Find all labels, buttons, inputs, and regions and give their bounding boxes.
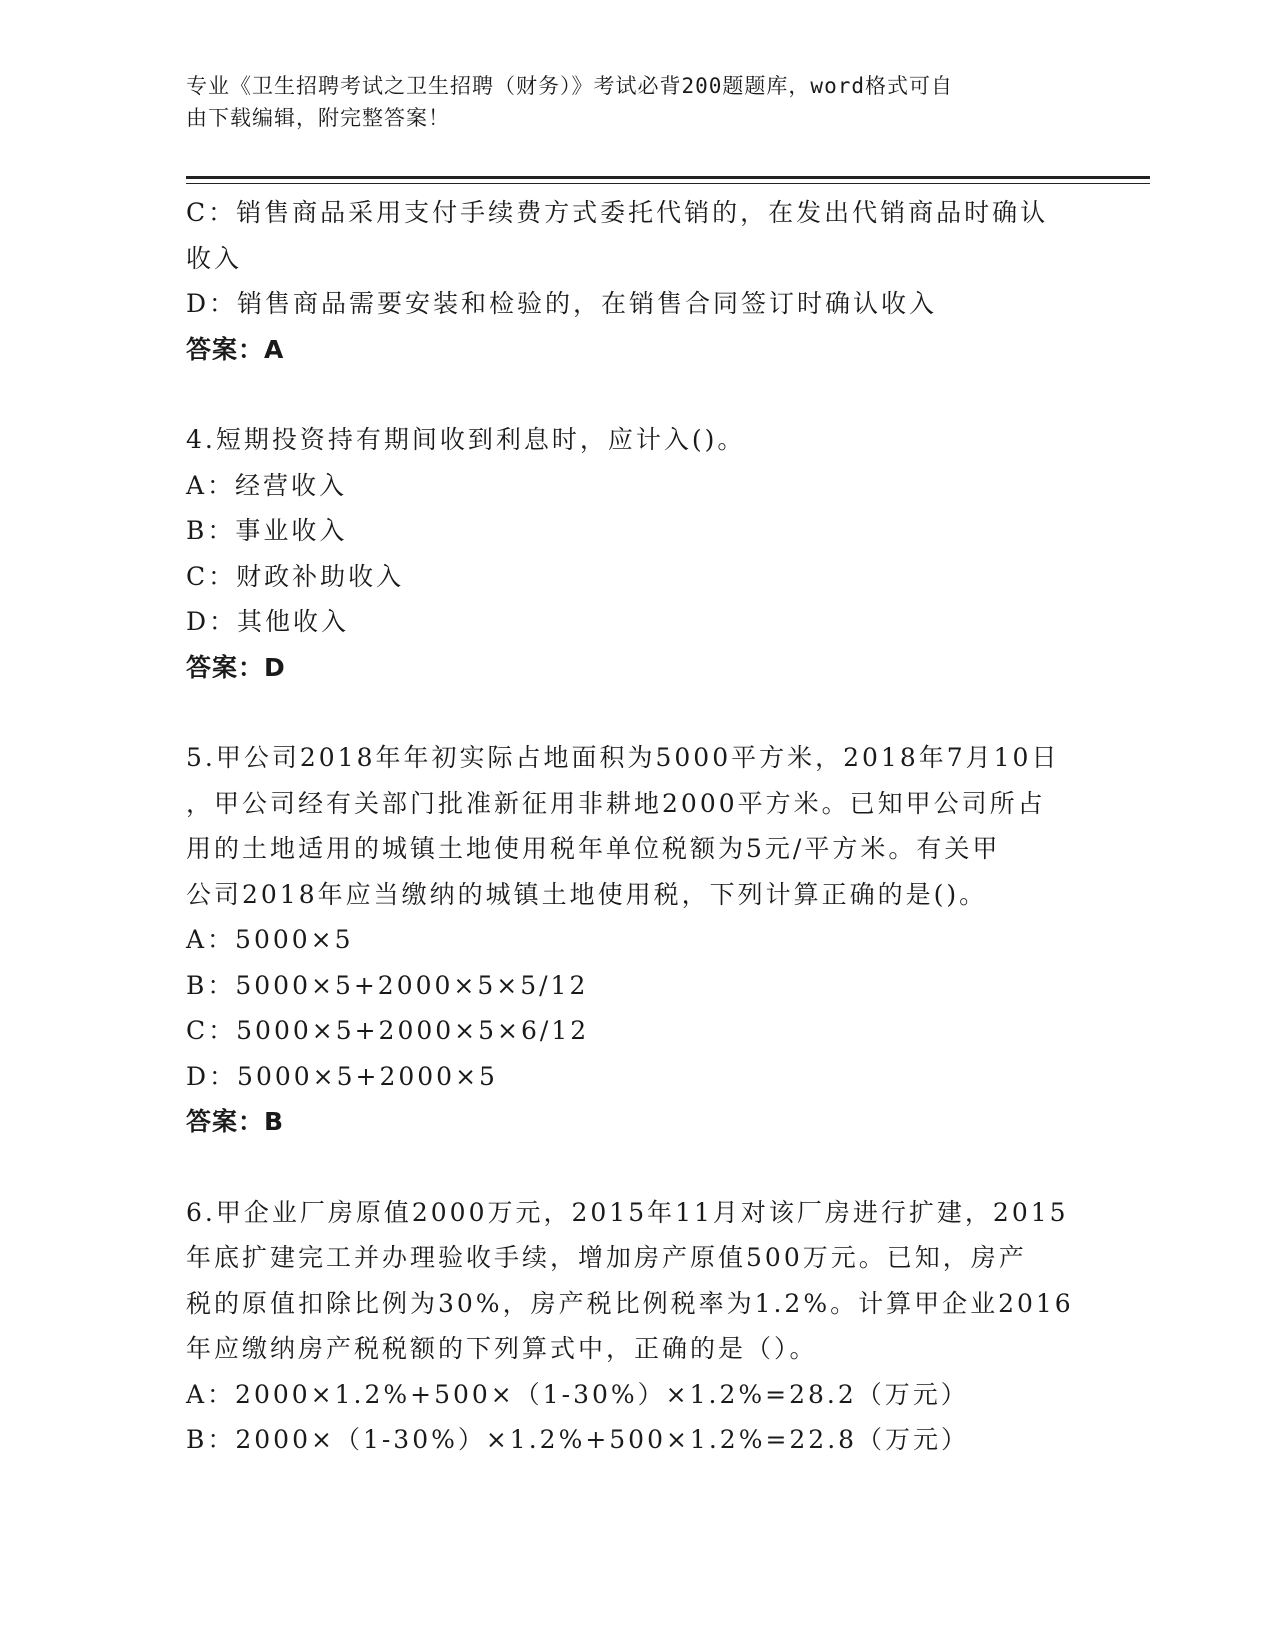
q6-stem-line-2: 年底扩建完工并办理验收手续，增加房产原值500万元。已知，房产 xyxy=(186,1243,1027,1272)
question-4 xyxy=(186,417,1076,690)
header-title-line-1: 专业《卫生招聘考试之卫生招聘（财务）》考试必背200题题库，word格式可自 xyxy=(186,74,953,98)
q4-option-b: B：事业收入 xyxy=(186,516,348,545)
spacer xyxy=(186,1145,1076,1190)
q5-stem-line-1: 5.甲公司2018年年初实际占地面积为5000平方米，2018年7月10日 xyxy=(186,743,1060,772)
q4-option-c: C：财政补助收入 xyxy=(186,561,405,591)
question-content xyxy=(186,190,1076,1463)
q6-stem-line-3: 税的原值扣除比例为30%，房产税比例税率为1.2%。计算甲企业2016 xyxy=(186,1288,1074,1318)
q3-option-d: D：销售商品需要安装和检验的，在销售合同签订时确认收入 xyxy=(186,289,938,318)
q3-option-c-line-2: 收入 xyxy=(186,243,243,273)
q6-stem-line-4: 年应缴纳房产税税额的下列算式中，正确的是（）。 xyxy=(186,1334,818,1363)
question-3-tail xyxy=(186,190,1076,372)
q6-stem-line-1: 6.甲企业厂房原值2000万元，2015年11月对该厂房进行扩建，2015 xyxy=(186,1197,1069,1227)
q4-stem: 4.短期投资持有期间收到利息时，应计入()。 xyxy=(186,425,746,454)
q5-option-d: D：5000×5+2000×5 xyxy=(186,1061,498,1091)
q5-stem-line-3: 用的土地适用的城镇土地使用税年单位税额为5元/平方米。有关甲 xyxy=(186,834,1001,863)
q4-option-a: A：经营收入 xyxy=(186,470,348,500)
q5-stem-line-4: 公司2018年应当缴纳的城镇土地使用税，下列计算正确的是()。 xyxy=(186,879,988,909)
q6-option-a: A：2000×1.2%+500×（1-30%）×1.2%=28.2（万元） xyxy=(186,1379,969,1409)
q5-option-a: A：5000×5 xyxy=(186,925,354,954)
spacer xyxy=(186,690,1076,735)
q5-answer: 答案：B xyxy=(186,1107,285,1136)
q5-stem-line-2: ，甲公司经有关部门批准新征用非耕地2000平方米。已知甲公司所占 xyxy=(186,788,1046,818)
q5-option-c: C：5000×5+2000×5×6/12 xyxy=(186,1016,590,1045)
header-rule-thick xyxy=(186,176,1150,179)
q4-option-d: D：其他收入 xyxy=(186,607,350,636)
header-rule-thin xyxy=(186,183,1150,184)
spacer xyxy=(186,372,1076,417)
q4-answer: 答案：D xyxy=(186,652,286,682)
q5-option-b: B：5000×5+2000×5×5/12 xyxy=(186,970,589,1000)
header-title-line-2: 由下载编辑，附完整答案！ xyxy=(186,106,450,130)
q3-option-c-line-1: C：销售商品采用支付手续费方式委托代销的，在发出代销商品时确认 xyxy=(186,198,1049,227)
question-5 xyxy=(186,735,1076,1145)
q3-answer: 答案：A xyxy=(186,334,285,364)
document-header xyxy=(186,70,1066,134)
q6-option-b: B：2000×（1-30%）×1.2%+500×1.2%=22.8（万元） xyxy=(186,1425,970,1454)
question-6 xyxy=(186,1190,1076,1463)
